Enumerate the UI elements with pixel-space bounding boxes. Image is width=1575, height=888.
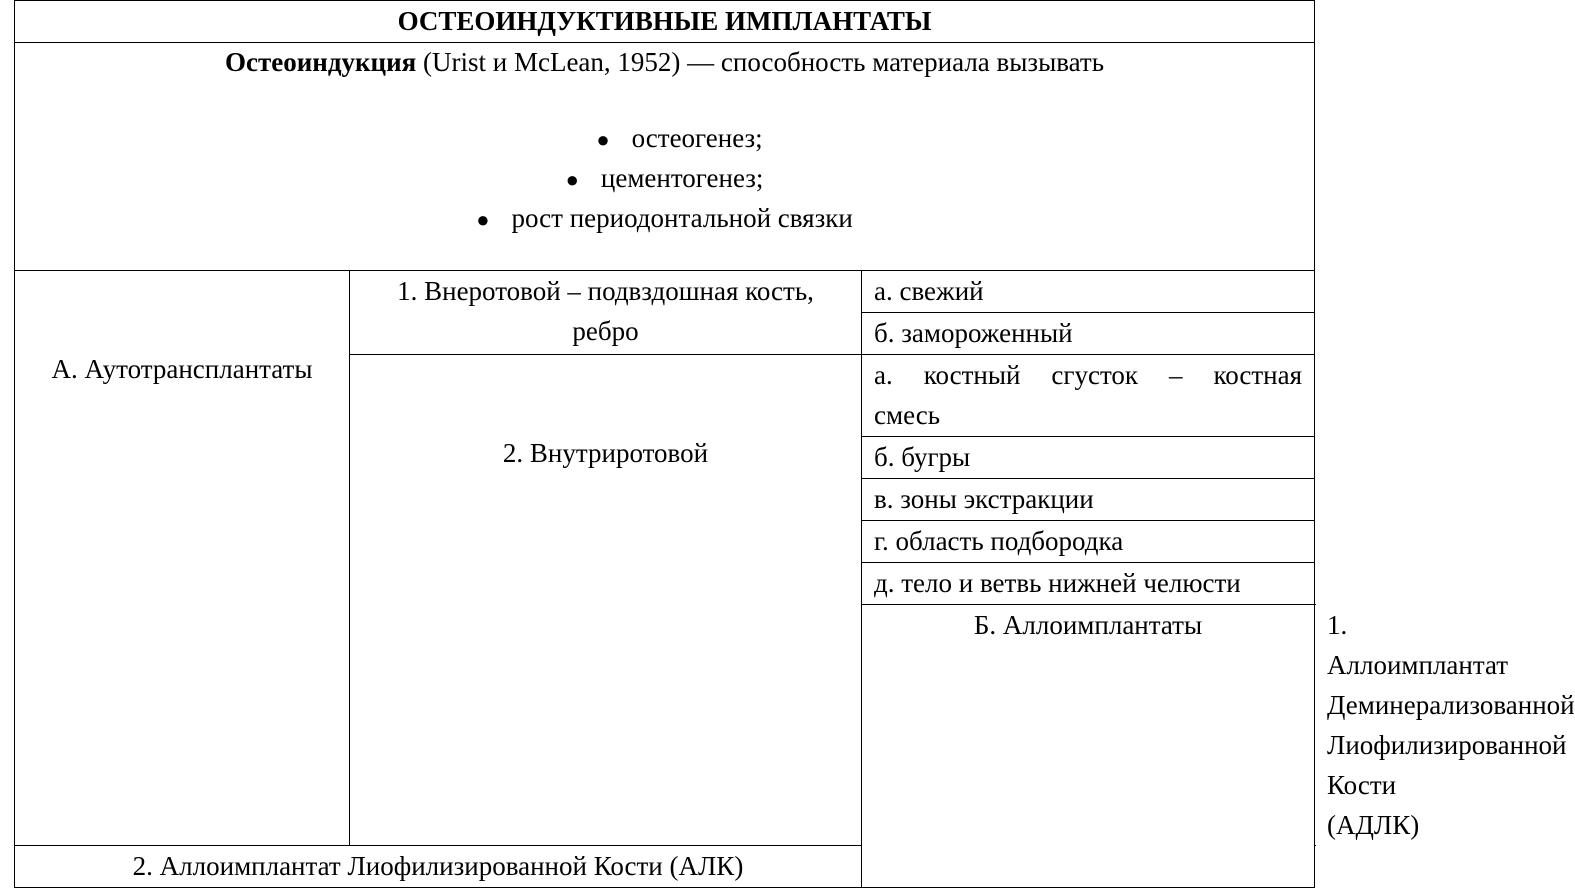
intraoral-item: г. область подбородка — [862, 521, 1315, 563]
intraoral-item: д. тело и ветвь нижней челюсти — [862, 563, 1315, 605]
allo-label: Б. Аллоимплантаты — [862, 605, 1315, 888]
intraoral-item: б. бугры — [862, 437, 1315, 479]
bullet-icon: ● — [476, 207, 490, 232]
definition-item: ● рост периодонтальной связки — [27, 199, 1302, 239]
definition-item: ● остеогенез; — [27, 119, 1302, 159]
definition-item: ● цементогенез; — [27, 159, 1302, 199]
extraoral-item: а. свежий — [862, 271, 1315, 313]
definition-list — [27, 119, 1302, 239]
implant-table: ОСТЕОИНДУКТИВНЫЕ ИМПЛАНТАТЫ Остеоиндукция (Urist и McLean, 1952) — способность материала вызывать ● остеогенез; ● цементогенез; ● рост периодонтальной связки А. Аутотрансплантаты 1. Внеротовой – подвздошная кость, ребро а. свежий б. замороженный 2. Внутриротовой а. костный сгусток – костная смесь б. бугры в. зоны экстракции г. область подбородка д. тело и ветвь нижней челюсти Б. Аллоимплантаты 1. Аллоимплантат Деминерализованной Лиофилизированной Кости (АДЛК) 2. Аллоимплантат Лиофилизированной Кости (АЛК) — [14, 0, 1315, 888]
bullet-icon: ● — [565, 167, 579, 192]
allo-item: 2. Аллоимплантат Лиофилизированной Кости (АЛК) — [15, 846, 862, 888]
definition-term: Остеоиндукция — [224, 47, 417, 77]
table-title: ОСТЕОИНДУКТИВНЫЕ ИМПЛАНТАТЫ — [15, 1, 1315, 43]
auto-label: А. Аутотрансплантаты — [15, 271, 350, 846]
definition-cell — [15, 43, 1315, 271]
definition-text: (Urist и McLean, 1952) — способность материала вызывать — [416, 47, 1105, 77]
bullet-icon: ● — [596, 127, 610, 152]
extraoral-label: 1. Внеротовой – подвздошная кость, ребро — [350, 271, 862, 355]
extraoral-item: б. замороженный — [862, 313, 1315, 355]
intraoral-item: в. зоны экстракции — [862, 479, 1315, 521]
intraoral-label: 2. Внутриротовой — [350, 355, 862, 846]
definition-line — [27, 43, 1302, 81]
intraoral-item-a: а. костный сгусток – костная смесь — [862, 355, 1315, 437]
